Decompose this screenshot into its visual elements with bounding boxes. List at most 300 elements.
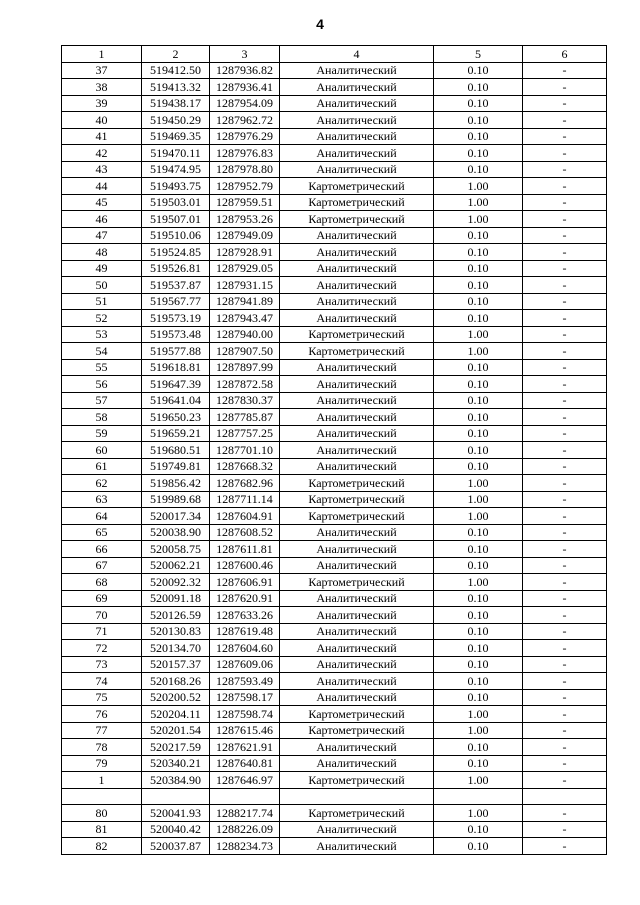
y-coordinate-cell: 1287897.99 [210,359,280,376]
y-coordinate-cell: 1287976.83 [210,145,280,162]
y-coordinate-cell: 1287936.82 [210,62,280,79]
accuracy-cell: 1.00 [434,343,523,360]
accuracy-cell: 0.10 [434,409,523,426]
table-row [62,442,607,459]
point-number-cell: 53 [62,326,142,343]
y-coordinate-cell: 1287604.91 [210,508,280,525]
accuracy-cell: 1.00 [434,178,523,195]
x-coordinate-cell: 519469.35 [142,128,210,145]
note-cell: - [523,557,607,574]
method-cell: Аналитический [280,524,434,541]
method-cell: Аналитический [280,442,434,459]
x-coordinate-cell: 519647.39 [142,376,210,393]
note-cell: - [523,458,607,475]
accuracy-cell: 0.10 [434,623,523,640]
method-cell: Аналитический [280,458,434,475]
table-row [62,359,607,376]
y-coordinate-cell: 1287593.49 [210,673,280,690]
table-row [62,656,607,673]
x-coordinate-cell: 519503.01 [142,194,210,211]
y-coordinate-cell: 1287962.72 [210,112,280,129]
x-coordinate-cell: 519567.77 [142,293,210,310]
note-cell: - [523,640,607,657]
x-coordinate-cell: 519413.32 [142,79,210,96]
accuracy-cell: 0.10 [434,524,523,541]
point-number-cell: 37 [62,62,142,79]
table-row [62,326,607,343]
y-coordinate-cell: 1287757.25 [210,425,280,442]
header-cell-2: 2 [142,46,210,63]
y-coordinate-cell: 1287604.60 [210,640,280,657]
point-number-cell: 50 [62,277,142,294]
note-cell: - [523,607,607,624]
table-row [62,310,607,327]
table-row [62,838,607,855]
method-cell: Аналитический [280,79,434,96]
accuracy-cell: 0.10 [434,442,523,459]
accuracy-cell: 0.10 [434,425,523,442]
method-cell: Аналитический [280,128,434,145]
point-number-cell: 64 [62,508,142,525]
table-row [62,458,607,475]
table-row [62,673,607,690]
table-row [62,607,607,624]
note-cell: - [523,508,607,525]
note-cell: - [523,673,607,690]
note-cell: - [523,689,607,706]
page-number: 4 [316,16,324,32]
note-cell: - [523,706,607,723]
point-number-cell: 82 [62,838,142,855]
method-cell: Аналитический [280,541,434,558]
method-cell: Аналитический [280,409,434,426]
point-number-cell: 51 [62,293,142,310]
note-cell: - [523,293,607,310]
y-coordinate-cell: 1287952.79 [210,178,280,195]
method-cell: Аналитический [280,376,434,393]
point-number-cell: 44 [62,178,142,195]
table-row [62,211,607,228]
method-cell: Аналитический [280,112,434,129]
y-coordinate-cell: 1287600.46 [210,557,280,574]
x-coordinate-cell: 519537.87 [142,277,210,294]
note-cell: - [523,590,607,607]
table-row [62,508,607,525]
method-cell: Картометрический [280,574,434,591]
x-coordinate-cell: 519470.11 [142,145,210,162]
accuracy-cell: 0.10 [434,689,523,706]
method-cell: Картометрический [280,805,434,822]
table-row [62,343,607,360]
table-row [62,722,607,739]
method-cell [280,788,434,805]
x-coordinate-cell: 520130.83 [142,623,210,640]
accuracy-cell: 1.00 [434,326,523,343]
note-cell: - [523,524,607,541]
note-cell: - [523,838,607,855]
table-row [62,574,607,591]
point-number-cell: 61 [62,458,142,475]
note-cell: - [523,805,607,822]
x-coordinate-cell: 519650.23 [142,409,210,426]
point-number-cell: 39 [62,95,142,112]
note-cell: - [523,541,607,558]
accuracy-cell: 0.10 [434,227,523,244]
x-coordinate-cell: 520041.93 [142,805,210,822]
x-coordinate-cell: 519510.06 [142,227,210,244]
table-row [62,739,607,756]
x-coordinate-cell: 519573.48 [142,326,210,343]
x-coordinate-cell: 519412.50 [142,62,210,79]
note-cell: - [523,145,607,162]
y-coordinate-cell: 1287830.37 [210,392,280,409]
table-header [62,46,607,63]
note-cell: - [523,112,607,129]
point-number-cell: 72 [62,640,142,657]
y-coordinate-cell: 1287929.05 [210,260,280,277]
note-cell: - [523,821,607,838]
y-coordinate-cell: 1287611.81 [210,541,280,558]
y-coordinate-cell: 1287598.17 [210,689,280,706]
method-cell: Картометрический [280,722,434,739]
note-cell: - [523,739,607,756]
note-cell: - [523,79,607,96]
table-row [62,689,607,706]
point-number-cell: 57 [62,392,142,409]
point-number-cell: 78 [62,739,142,756]
method-cell: Аналитический [280,755,434,772]
table-row [62,128,607,145]
method-cell: Аналитический [280,244,434,261]
point-number-cell: 81 [62,821,142,838]
table-row [62,590,607,607]
note-cell: - [523,95,607,112]
y-coordinate-cell: 1287940.00 [210,326,280,343]
method-cell: Картометрический [280,178,434,195]
note-cell: - [523,755,607,772]
method-cell: Аналитический [280,425,434,442]
x-coordinate-cell: 519493.75 [142,178,210,195]
accuracy-cell: 1.00 [434,706,523,723]
y-coordinate-cell: 1287959.51 [210,194,280,211]
x-coordinate-cell: 519450.29 [142,112,210,129]
method-cell: Аналитический [280,277,434,294]
y-coordinate-cell: 1287949.09 [210,227,280,244]
accuracy-cell: 0.10 [434,95,523,112]
note-cell: - [523,491,607,508]
x-coordinate-cell: 519659.21 [142,425,210,442]
method-cell: Аналитический [280,392,434,409]
y-coordinate-cell: 1287615.46 [210,722,280,739]
x-coordinate-cell: 520037.87 [142,838,210,855]
method-cell: Аналитический [280,227,434,244]
y-coordinate-cell: 1287633.26 [210,607,280,624]
note-cell: - [523,128,607,145]
y-coordinate-cell: 1287872.58 [210,376,280,393]
y-coordinate-cell: 1287976.29 [210,128,280,145]
accuracy-cell: 0.10 [434,376,523,393]
accuracy-cell: 0.10 [434,458,523,475]
table-row [62,706,607,723]
method-cell: Аналитический [280,310,434,327]
point-number-cell: 45 [62,194,142,211]
x-coordinate-cell: 519577.88 [142,343,210,360]
method-cell: Картометрический [280,772,434,789]
point-number-cell: 38 [62,79,142,96]
table-row [62,491,607,508]
coordinates-table [61,45,607,855]
y-coordinate-cell: 1287928.91 [210,244,280,261]
method-cell: Аналитический [280,359,434,376]
note-cell: - [523,376,607,393]
point-number-cell [62,788,142,805]
y-coordinate-cell: 1287640.81 [210,755,280,772]
x-coordinate-cell: 519573.19 [142,310,210,327]
y-coordinate-cell: 1287608.52 [210,524,280,541]
x-coordinate-cell: 519438.17 [142,95,210,112]
point-number-cell: 48 [62,244,142,261]
point-number-cell: 52 [62,310,142,327]
x-coordinate-cell: 520384.90 [142,772,210,789]
table-row [62,277,607,294]
accuracy-cell: 0.10 [434,293,523,310]
note-cell: - [523,442,607,459]
table-row [62,392,607,409]
point-number-cell: 73 [62,656,142,673]
accuracy-cell: 0.10 [434,590,523,607]
accuracy-cell: 0.10 [434,640,523,657]
x-coordinate-cell: 519526.81 [142,260,210,277]
y-coordinate-cell: 1287620.91 [210,590,280,607]
accuracy-cell: 0.10 [434,112,523,129]
header-cell-6: 6 [523,46,607,63]
note-cell [523,788,607,805]
accuracy-cell [434,788,523,805]
accuracy-cell: 0.10 [434,244,523,261]
method-cell: Аналитический [280,739,434,756]
note-cell: - [523,409,607,426]
method-cell: Аналитический [280,590,434,607]
point-number-cell: 56 [62,376,142,393]
x-coordinate-cell: 519618.81 [142,359,210,376]
x-coordinate-cell [142,788,210,805]
y-coordinate-cell [210,788,280,805]
accuracy-cell: 0.10 [434,359,523,376]
table-row [62,260,607,277]
table-row [62,227,607,244]
accuracy-cell: 0.10 [434,260,523,277]
method-cell: Аналитический [280,623,434,640]
note-cell: - [523,161,607,178]
x-coordinate-cell: 520062.21 [142,557,210,574]
x-coordinate-cell: 520217.59 [142,739,210,756]
y-coordinate-cell: 1287621.91 [210,739,280,756]
table-row [62,145,607,162]
method-cell: Аналитический [280,838,434,855]
x-coordinate-cell: 520204.11 [142,706,210,723]
accuracy-cell: 0.10 [434,557,523,574]
x-coordinate-cell: 519989.68 [142,491,210,508]
x-coordinate-cell: 519507.01 [142,211,210,228]
table-row [62,425,607,442]
point-number-cell: 67 [62,557,142,574]
accuracy-cell: 0.10 [434,838,523,855]
note-cell: - [523,772,607,789]
x-coordinate-cell: 520040.42 [142,821,210,838]
y-coordinate-cell: 1288226.09 [210,821,280,838]
note-cell: - [523,227,607,244]
table-row [62,409,607,426]
point-number-cell: 76 [62,706,142,723]
x-coordinate-cell: 520017.34 [142,508,210,525]
method-cell: Аналитический [280,656,434,673]
table-row [62,376,607,393]
point-number-cell: 71 [62,623,142,640]
point-number-cell: 66 [62,541,142,558]
y-coordinate-cell: 1287606.91 [210,574,280,591]
method-cell: Аналитический [280,640,434,657]
point-number-cell: 70 [62,607,142,624]
method-cell: Аналитический [280,145,434,162]
note-cell: - [523,62,607,79]
point-number-cell: 62 [62,475,142,492]
note-cell: - [523,178,607,195]
y-coordinate-cell: 1287619.48 [210,623,280,640]
note-cell: - [523,392,607,409]
table-row [62,541,607,558]
table-row [62,95,607,112]
y-coordinate-cell: 1288234.73 [210,838,280,855]
y-coordinate-cell: 1287609.06 [210,656,280,673]
x-coordinate-cell: 520092.32 [142,574,210,591]
method-cell: Картометрический [280,491,434,508]
table-row [62,112,607,129]
accuracy-cell: 0.10 [434,62,523,79]
accuracy-cell: 1.00 [434,491,523,508]
accuracy-cell: 0.10 [434,755,523,772]
accuracy-cell: 1.00 [434,211,523,228]
method-cell: Аналитический [280,161,434,178]
method-cell: Аналитический [280,62,434,79]
point-number-cell: 42 [62,145,142,162]
method-cell: Картометрический [280,343,434,360]
method-cell: Аналитический [280,607,434,624]
y-coordinate-cell: 1287936.41 [210,79,280,96]
table-row [62,788,607,805]
x-coordinate-cell: 520201.54 [142,722,210,739]
header-cell-1: 1 [62,46,142,63]
method-cell: Аналитический [280,673,434,690]
accuracy-cell: 0.10 [434,673,523,690]
note-cell: - [523,211,607,228]
method-cell: Картометрический [280,475,434,492]
x-coordinate-cell: 520091.18 [142,590,210,607]
point-number-cell: 43 [62,161,142,178]
x-coordinate-cell: 519641.04 [142,392,210,409]
y-coordinate-cell: 1287785.87 [210,409,280,426]
y-coordinate-cell: 1287978.80 [210,161,280,178]
accuracy-cell: 0.10 [434,739,523,756]
accuracy-cell: 0.10 [434,277,523,294]
table-row [62,805,607,822]
accuracy-cell: 1.00 [434,574,523,591]
accuracy-cell: 1.00 [434,475,523,492]
x-coordinate-cell: 519680.51 [142,442,210,459]
point-number-cell: 77 [62,722,142,739]
point-number-cell: 63 [62,491,142,508]
point-number-cell: 69 [62,590,142,607]
accuracy-cell: 0.10 [434,145,523,162]
note-cell: - [523,343,607,360]
method-cell: Аналитический [280,689,434,706]
x-coordinate-cell: 520038.90 [142,524,210,541]
point-number-cell: 46 [62,211,142,228]
method-cell: Картометрический [280,211,434,228]
table-row [62,293,607,310]
header-cell-5: 5 [434,46,523,63]
note-cell: - [523,656,607,673]
note-cell: - [523,260,607,277]
table-row [62,755,607,772]
method-cell: Аналитический [280,260,434,277]
method-cell: Картометрический [280,194,434,211]
point-number-cell: 47 [62,227,142,244]
accuracy-cell: 1.00 [434,805,523,822]
accuracy-cell: 1.00 [434,194,523,211]
method-cell: Аналитический [280,293,434,310]
note-cell: - [523,244,607,261]
note-cell: - [523,623,607,640]
y-coordinate-cell: 1288217.74 [210,805,280,822]
y-coordinate-cell: 1287668.32 [210,458,280,475]
header-cell-3: 3 [210,46,280,63]
accuracy-cell: 1.00 [434,508,523,525]
x-coordinate-cell: 519474.95 [142,161,210,178]
table-row [62,623,607,640]
note-cell: - [523,277,607,294]
note-cell: - [523,359,607,376]
note-cell: - [523,574,607,591]
table-row [62,524,607,541]
y-coordinate-cell: 1287711.14 [210,491,280,508]
point-number-cell: 59 [62,425,142,442]
y-coordinate-cell: 1287941.89 [210,293,280,310]
accuracy-cell: 0.10 [434,161,523,178]
table-row [62,475,607,492]
accuracy-cell: 1.00 [434,772,523,789]
x-coordinate-cell: 520058.75 [142,541,210,558]
x-coordinate-cell: 520168.26 [142,673,210,690]
y-coordinate-cell: 1287682.96 [210,475,280,492]
method-cell: Аналитический [280,821,434,838]
x-coordinate-cell: 520157.37 [142,656,210,673]
table-body [62,62,607,854]
accuracy-cell: 1.00 [434,722,523,739]
point-number-cell: 65 [62,524,142,541]
point-number-cell: 68 [62,574,142,591]
note-cell: - [523,310,607,327]
y-coordinate-cell: 1287931.15 [210,277,280,294]
note-cell: - [523,722,607,739]
accuracy-cell: 0.10 [434,79,523,96]
point-number-cell: 49 [62,260,142,277]
method-cell: Картометрический [280,508,434,525]
table-row [62,244,607,261]
header-cell-4: 4 [280,46,434,63]
note-cell: - [523,425,607,442]
table-row [62,821,607,838]
note-cell: - [523,326,607,343]
